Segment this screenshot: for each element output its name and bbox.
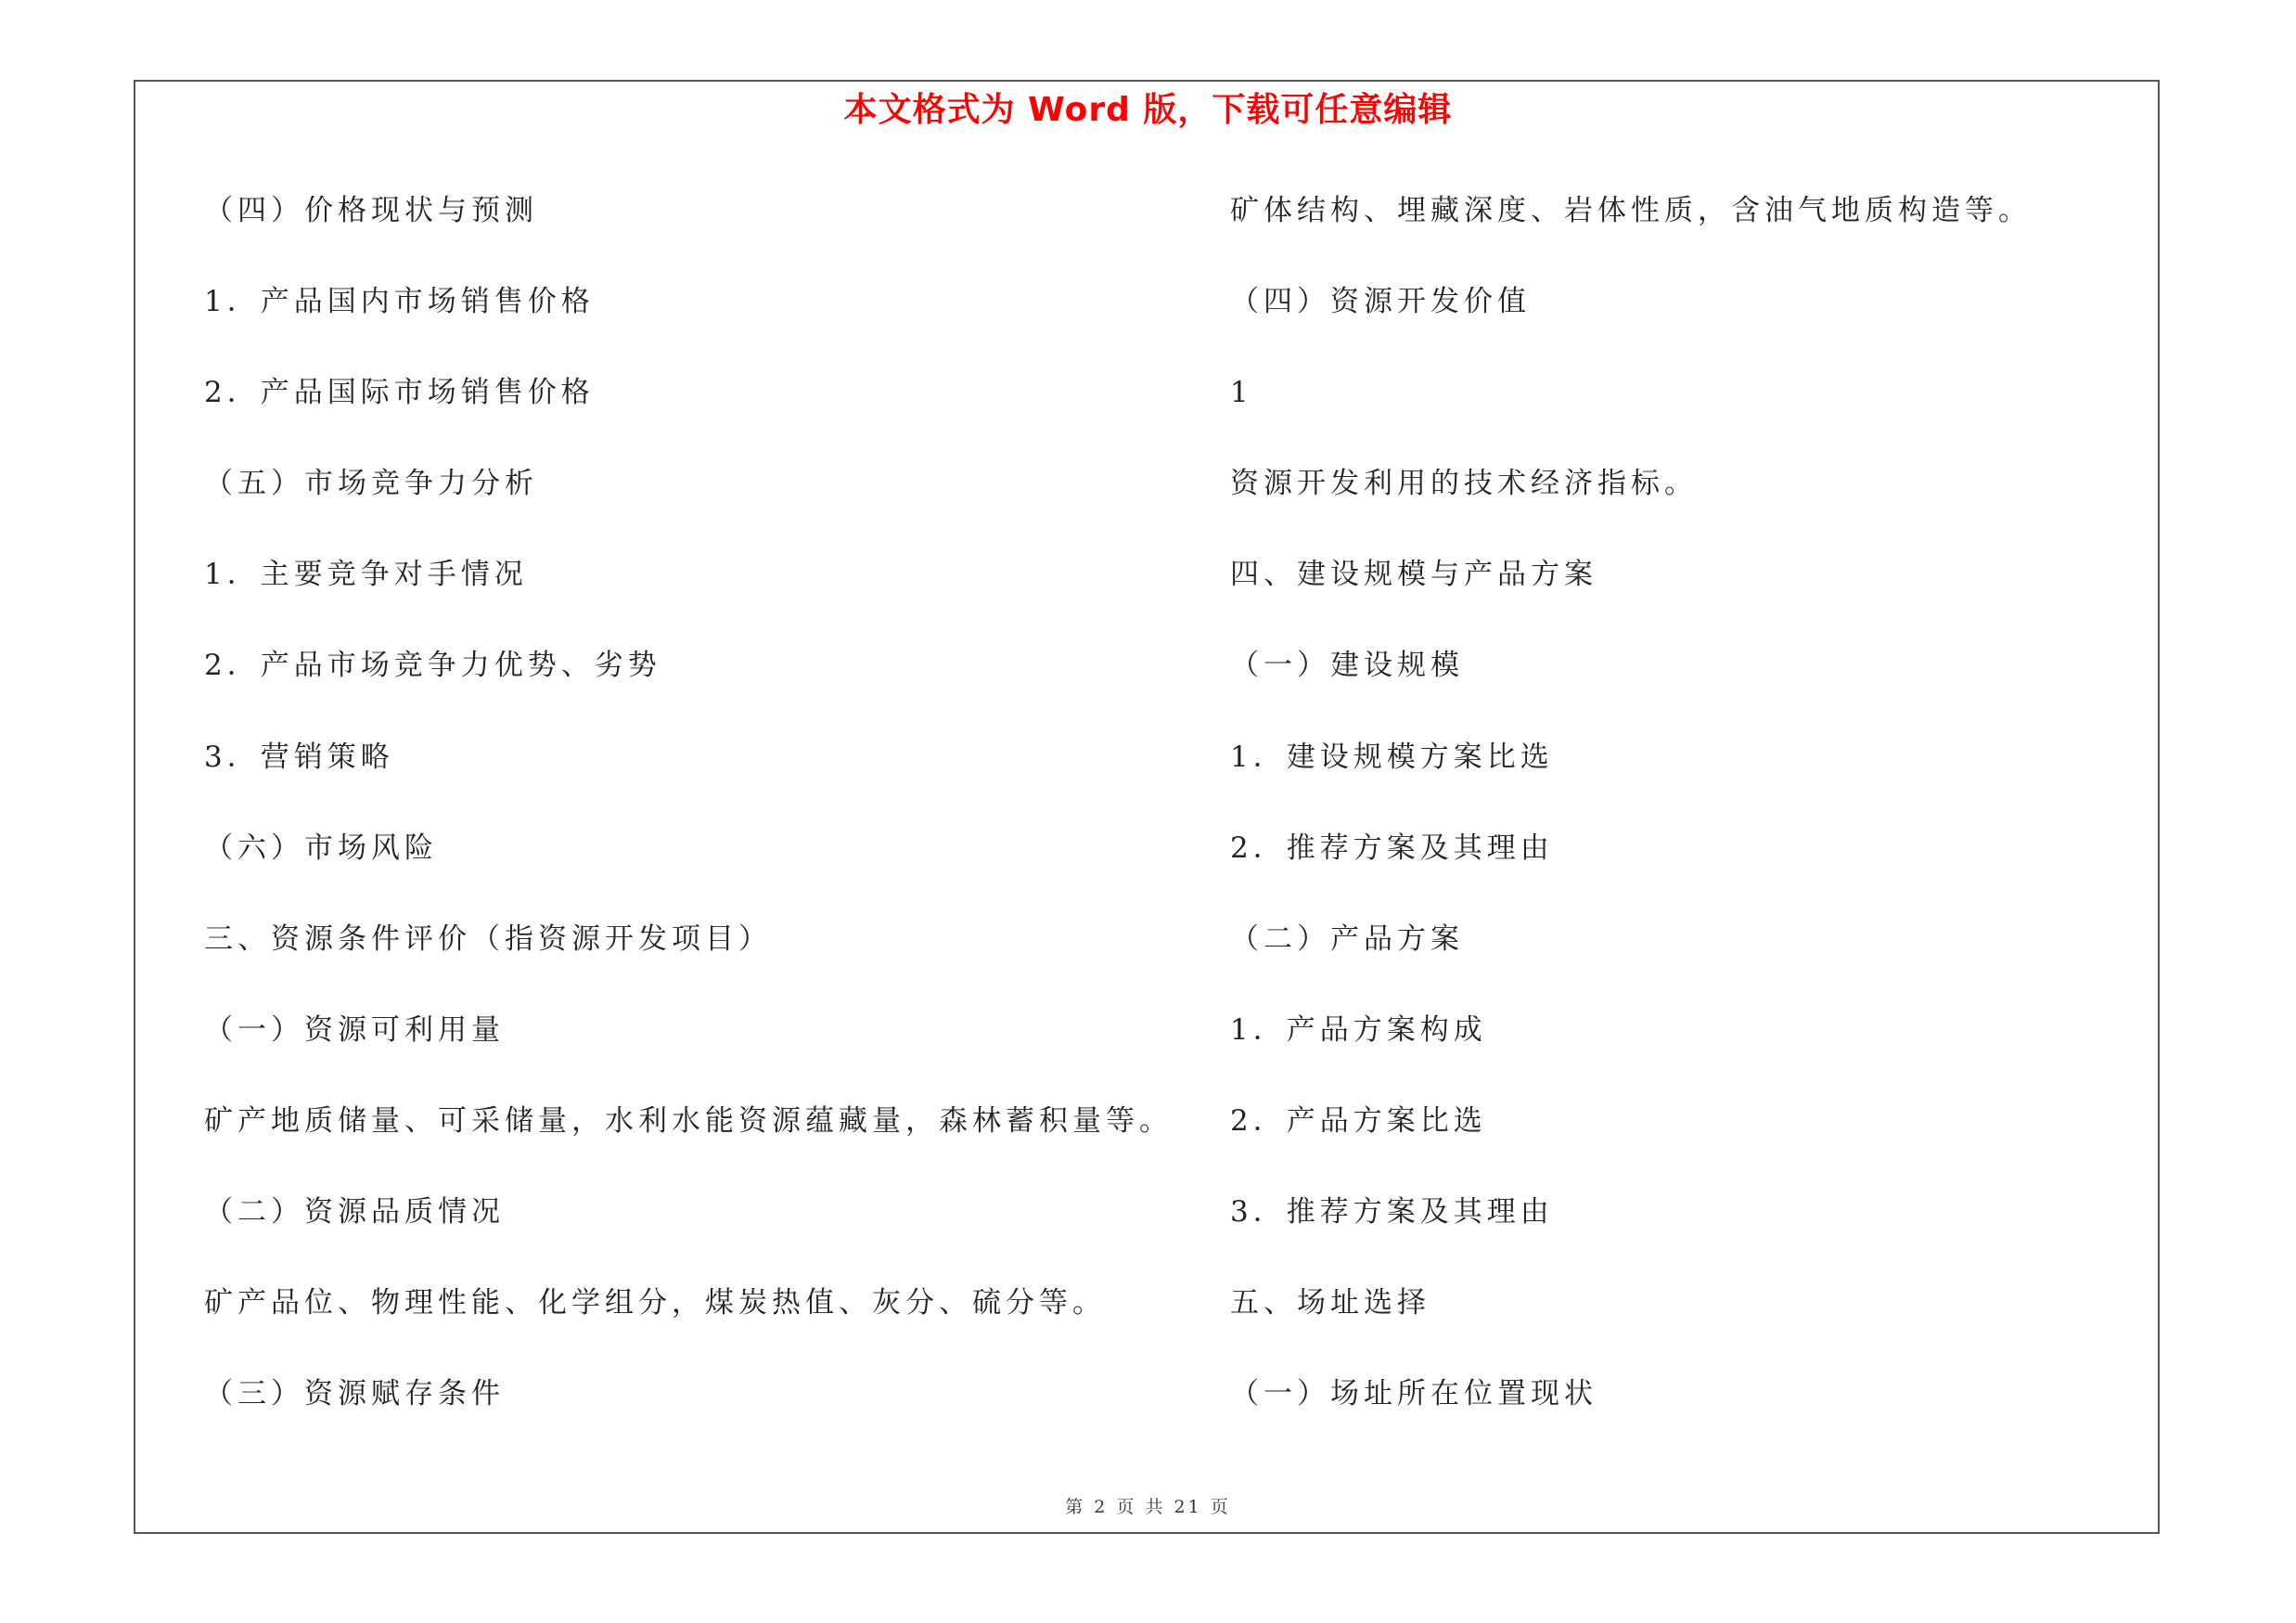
text-line: （三）资源赋存条件 [204, 1377, 505, 1411]
text-line: （一）场址所在位置现状 [1230, 1377, 1597, 1411]
text-line: 1．产品方案构成 [1230, 1012, 1487, 1047]
text-line: 矿体结构、埋藏深度、岩体性质，含油气地质构造等。 [1230, 194, 2032, 227]
left-column [204, 186, 1206, 1460]
text-line: 矿产地质储量、可采储量，水利水能资源蕴藏量，森林蓄积量等。 [204, 1103, 1173, 1138]
text-line: 1 [1230, 376, 1253, 410]
text-line: （二）产品方案 [1230, 921, 1464, 956]
text-line: 五、场址选择 [1230, 1286, 1430, 1320]
text-line: 2．产品市场竞争力优势、劣势 [204, 649, 661, 683]
text-line: 资源开发利用的技术经济指标。 [1230, 467, 1698, 501]
text-line: （五）市场竞争力分析 [204, 467, 538, 501]
text-line: （二）资源品质情况 [204, 1195, 505, 1230]
text-line: 矿产品位、物理性能、化学组分，煤炭热值、灰分、硫分等。 [204, 1286, 1106, 1320]
header-banner: 本文格式为 Word 版，下载可任意编辑 [843, 91, 1453, 129]
text-line: 1．主要竞争对手情况 [204, 558, 528, 592]
text-line: （四）价格现状与预测 [204, 194, 538, 227]
text-line: （六）市场风险 [204, 831, 438, 865]
page-number-footer: 第 2 页 共 21 页 [1065, 1497, 1231, 1517]
text-line: （一）建设规模 [1230, 649, 1464, 683]
text-line: 2．产品国际市场销售价格 [204, 376, 595, 410]
right-column [1230, 186, 2232, 1460]
text-line: 四、建设规模与产品方案 [1230, 558, 1597, 592]
text-line: 三、资源条件评价（指资源开发项目） [204, 921, 772, 956]
text-line: （四）资源开发价值 [1230, 285, 1531, 319]
text-line: 1．建设规模方案比选 [1230, 740, 1554, 774]
text-line: 3．推荐方案及其理由 [1230, 1195, 1554, 1230]
text-line: 2．推荐方案及其理由 [1230, 831, 1554, 865]
text-line: 2．产品方案比选 [1230, 1103, 1487, 1138]
text-line: （一）资源可利用量 [204, 1012, 505, 1047]
text-line: 1．产品国内市场销售价格 [204, 285, 595, 319]
text-line: 3．营销策略 [204, 740, 394, 774]
